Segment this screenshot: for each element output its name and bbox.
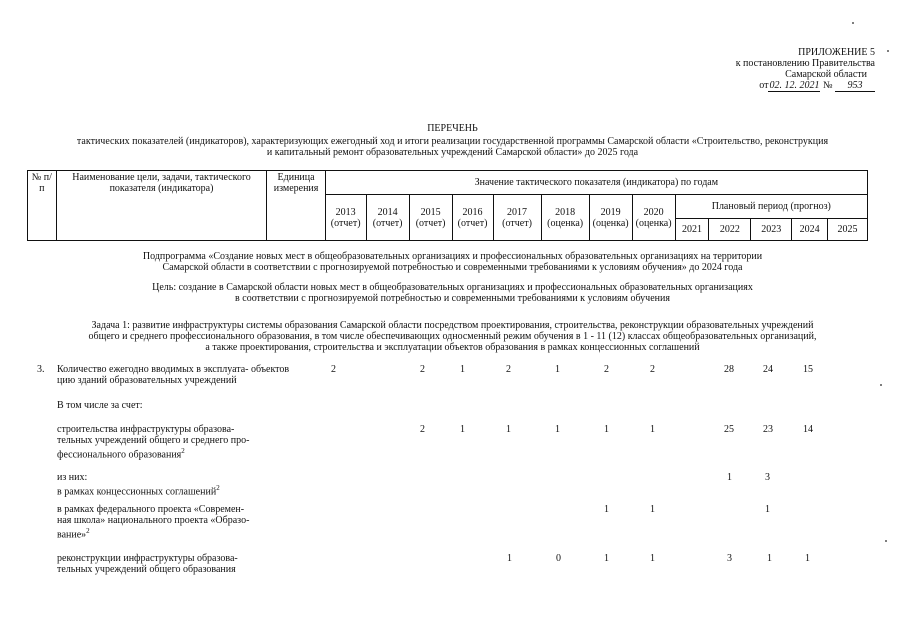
construction-value-2018: 1 [555,424,560,435]
row3-value-2018: 1 [555,364,560,375]
concession-value-2022: 1 [727,472,732,483]
scan-speck [852,22,854,24]
construction-value-2016: 1 [460,424,465,435]
reconstruction-value-2019: 1 [604,553,609,564]
task-line-3: а также проектирования, строительства и эксплуатации объектов образования в рамках концессионных соглашений [205,342,700,353]
of-them-label: из них: [57,472,88,483]
row3-value-2020: 2 [650,364,655,375]
appendix-date-line [736,80,875,92]
year-header-2020: 2020 (оценка) [632,195,675,241]
concession-value-2023: 3 [765,472,770,483]
row3-value-2016: 1 [460,364,465,375]
row3-value-2013: 2 [331,364,336,375]
year-header-2014: 2014 (отчет) [366,195,409,241]
appendix-block [736,47,875,92]
construction-value-2023: 23 [763,424,773,435]
construction-value-2017: 1 [506,424,511,435]
year-header-2013: 2013 (отчет) [325,195,366,241]
appendix-line1: к постановлению Правительства [735,58,875,69]
year-header-2015: 2015 (отчет) [409,195,452,241]
scan-speck [880,384,882,386]
planned-year-2023: 2023 [751,219,792,241]
task-line-2: общего и среднего профессионального образования, в том числе обеспечивающих односменный режим обучения в 1 - 11 (12) классах общеобразовательных организаций, [88,331,817,342]
construction-value-2019: 1 [604,424,609,435]
subprogram-line-2: Самарской области в соответствии с прогнозируемой потребностью и современными требованиями к условиям обучения» до 2024 года [162,262,743,273]
row3-value-2024: 15 [803,364,813,375]
col-name-header: Наименование цели, задачи, тактического показателя (индикатора) [56,171,267,241]
year-header-2016: 2016 (отчет) [452,195,493,241]
col-num-header: № п/п [28,171,57,241]
num-prefix: № [822,80,833,91]
indicator-table-header [27,170,868,241]
row3-value-2023: 24 [763,364,773,375]
construction-value-2020: 1 [650,424,655,435]
appendix-line2: Самарской области [785,69,867,80]
subprogram-line-1: Подпрограмма «Создание новых мест в общеобразовательных организациях и профессиональных образовательных организациях на территории [142,251,763,262]
goal-line-1: Цель: создание в Самарской области новых мест в общеобразовательных организациях и профессиональных образовательных организациях [152,282,753,293]
row3-number: 3. [37,364,45,375]
planned-period-header: Плановый период (прогноз) [675,195,867,219]
date-value: 02. 12. 2021 [769,80,820,91]
federal-project-value-2023: 1 [765,504,770,515]
doc-title: ПЕРЕЧЕНЬ [427,123,478,134]
reconstruction-label: реконструкции инфраструктуры образова- тельных учреждений общего образования [57,553,238,575]
scan-speck [885,540,887,542]
reconstruction-value-2024: 1 [805,553,810,564]
year-header-2019: 2019 (оценка) [589,195,632,241]
federal-project-value-2020: 1 [650,504,655,515]
task-line-1: Задача 1: развитие инфраструктуры системы образования Самарской области посредством проектирования, строительства, реконструкции образовательных учреждений [91,320,814,331]
col-values-header: Значение тактического показателя (индикатора) по годам [325,171,867,195]
num-value: 953 [835,80,875,92]
federal-project-value-2019: 1 [604,504,609,515]
year-header-2017: 2017 (отчет) [493,195,541,241]
reconstruction-value-2020: 1 [650,553,655,564]
row3-value-2022: 28 [724,364,734,375]
row3-label: Количество ежегодно вводимых в эксплуата- объектов цию зданий образовательных учреждений [57,364,290,386]
reconstruction-value-2022: 3 [727,553,732,564]
reconstruction-value-2023: 1 [767,553,772,564]
construction-value-2015: 2 [420,424,425,435]
concession-label: в рамках концессионных соглашений$^2$ [57,484,220,498]
reconstruction-value-2017: 1 [507,553,512,564]
year-header-2018: 2018 (оценка) [541,195,589,241]
construction-value-2024: 14 [803,424,813,435]
row3-value-2015: 2 [420,364,425,375]
planned-year-2025: 2025 [828,219,868,241]
doc-subtitle-2: и капитальный ремонт образовательных учреждений Самарской области» до 2025 года [266,147,639,158]
planned-year-2021: 2021 [675,219,709,241]
construction-label: строительства инфраструктуры образова- тельных учреждений общего и среднего про- фессионального образования$^2$ [57,424,250,461]
appendix-title: ПРИЛОЖЕНИЕ 5 [798,47,875,58]
scan-speck [887,50,889,52]
construction-value-2022: 25 [724,424,734,435]
reconstruction-value-2018: 0 [556,553,561,564]
federal-project-label: в рамках федерального проекта «Современ- ная школа» национального проекта «Образо- вание»$^2$ [57,504,250,541]
planned-year-2024: 2024 [792,219,828,241]
col-unit-header: Единица измерения [267,171,325,241]
date-prefix: от [759,80,769,91]
row3-value-2017: 2 [506,364,511,375]
row3-value-2019: 2 [604,364,609,375]
goal-line-2: в соответствии с прогнозируемой потребностью и современными требованиями к условиям обучения [235,293,670,304]
doc-subtitle-1: тактических показателей (индикаторов), характеризующих ежегодный ход и итоги реализации государственной программы Самарской области «Строительство, реконструкция [76,136,829,147]
including-label: В том числе за счет: [57,400,143,411]
planned-year-2022: 2022 [709,219,751,241]
